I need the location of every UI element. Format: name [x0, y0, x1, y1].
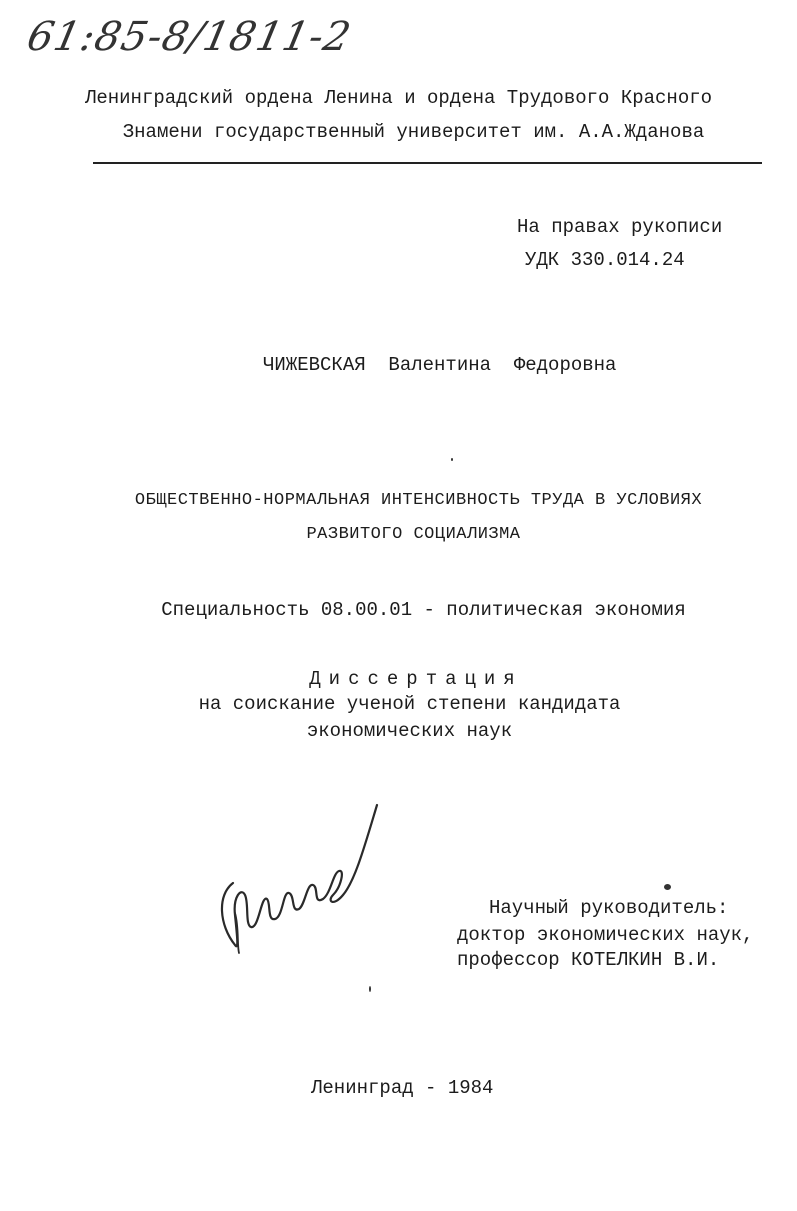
dissertation-line-2: экономических наук: [306, 720, 513, 742]
handwritten-signature: [205, 795, 395, 965]
place-and-year: Ленинград - 1984: [311, 1077, 494, 1099]
thesis-title-line-1: ОБЩЕСТВЕННО-НОРМАЛЬНАЯ ИНТЕНСИВНОСТЬ ТРУДА В УСЛОВИЯХ: [134, 491, 703, 510]
rights-note: На правах рукописи: [517, 216, 723, 238]
author-name: ЧИЖЕВСКАЯ Валентина Федоровна: [263, 354, 617, 376]
header-divider: [93, 162, 762, 164]
specialty: Специальность 08.00.01 - политическая экономия: [161, 599, 686, 621]
archive-handwritten-number: 61:85-8/1811-2: [23, 14, 356, 60]
dissertation-heading: Диссертация: [309, 668, 523, 690]
ink-speck: [369, 986, 371, 992]
udc-code: УДК 330.014.24: [525, 249, 685, 271]
institution-line-1: Ленинградский ордена Ленина и ордена Трудового Красного: [84, 87, 713, 109]
dissertation-line-1: на соискание ученой степени кандидата: [198, 693, 621, 715]
supervisor-name: профессор КОТЕЛКИН В.И.: [457, 949, 720, 971]
ink-speck: [664, 884, 671, 890]
thesis-title-line-2: РАЗВИТОГО СОЦИАЛИЗМА: [306, 525, 521, 544]
ink-speck: [451, 458, 453, 461]
institution-line-2: Знамени государственный университет им. А.А.Жданова: [122, 121, 705, 143]
supervisor-degree: доктор экономических наук,: [457, 924, 754, 946]
supervisor-label: Научный руководитель:: [489, 897, 729, 919]
